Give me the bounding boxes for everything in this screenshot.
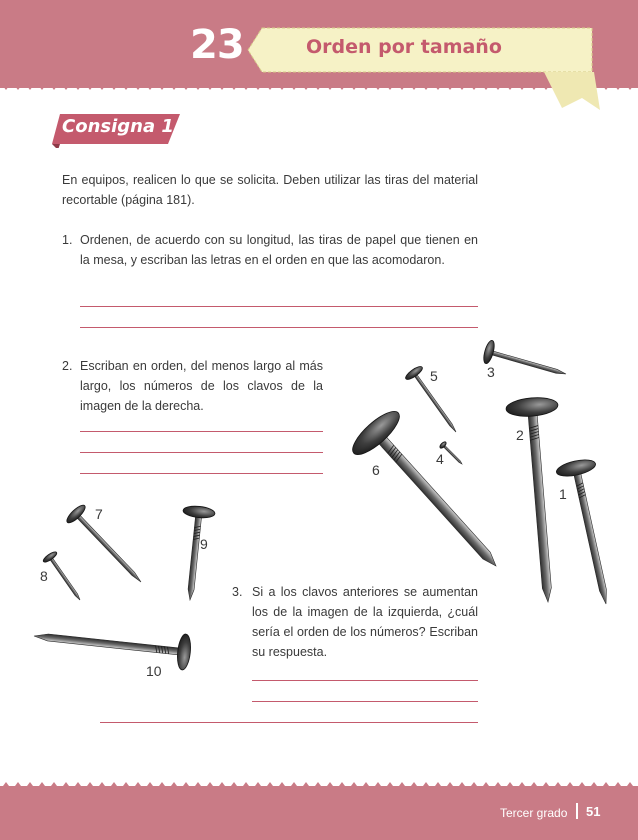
nail-label-2: 2 — [516, 427, 524, 443]
q1-number: 1. — [62, 233, 73, 247]
nail-label-5: 5 — [430, 368, 438, 384]
nail-icon — [174, 505, 215, 602]
q2-number: 2. — [62, 359, 73, 373]
nail-label-10: 10 — [146, 663, 162, 679]
lesson-number: 23 — [190, 22, 244, 68]
footer-separator — [576, 803, 578, 819]
q3-number: 3. — [232, 585, 243, 599]
nail-label-4: 4 — [436, 451, 444, 467]
nail-icon — [555, 457, 626, 608]
intro-text: En equipos, realicen lo que se solicita. Deben utilizar las tiras del material recortable (página 181). — [62, 173, 478, 207]
nail-label-8: 8 — [40, 568, 48, 584]
nail-label-7: 7 — [95, 506, 103, 522]
consigna-label: Consigna 1 — [62, 116, 174, 137]
nail-label-6: 6 — [372, 462, 380, 478]
nail-icon — [42, 550, 87, 604]
page-title: Orden por tamaño — [306, 36, 502, 58]
nail-icon — [347, 405, 519, 586]
nail-label-1: 1 — [559, 486, 567, 502]
q3-text: Si a los clavos anteriores se aumentan los de la imagen de la izquierda, ¿cuál sería el orden de los números? Escriban su respuesta. — [252, 585, 478, 659]
page-number: 51 — [586, 804, 601, 819]
nail-label-3: 3 — [487, 364, 495, 380]
nail-label-9: 9 — [200, 536, 208, 552]
nail-icon — [64, 503, 149, 591]
q1-text: Ordenen, de acuerdo con su longitud, las tiras de papel que tienen en la mesa, y escriban las letras en el orden en que las acomodaron. — [80, 233, 478, 267]
footer-grade: Tercer grado — [500, 806, 568, 820]
nail-icon — [32, 618, 192, 670]
q2-text: Escriban en orden, del menos largo al más largo, los números de los clavos de la imagen de la derecha. — [80, 359, 323, 413]
